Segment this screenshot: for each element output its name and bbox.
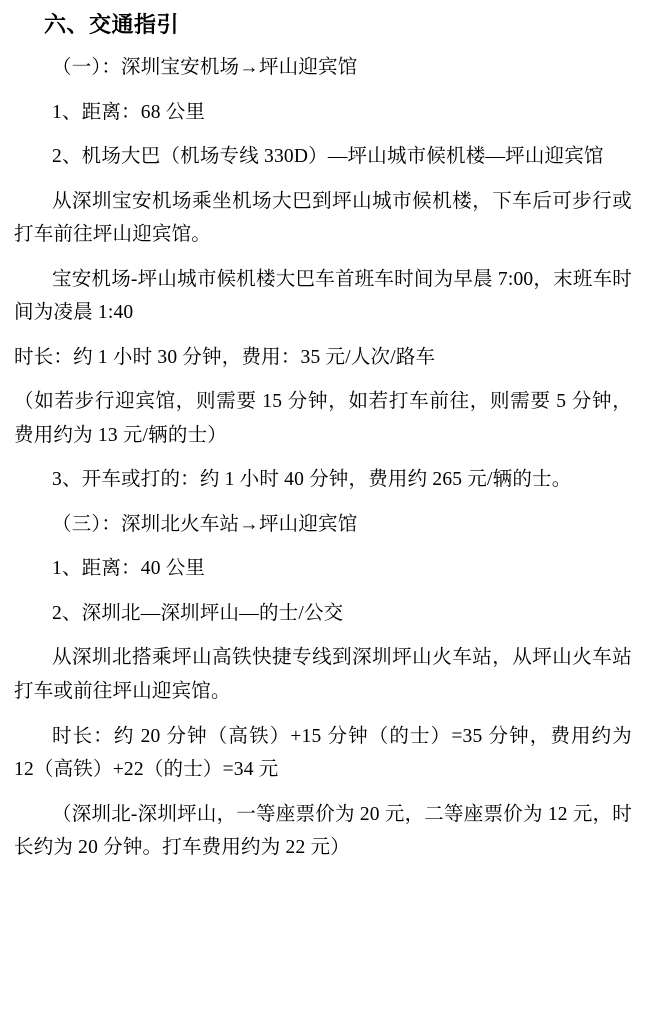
paragraph-route-3-duration: 时长：约 20 分钟（高铁）+15 分钟（的士）=35 分钟，费用约为 12（高铁）+22（的士）=34 元 [14,725,632,781]
paragraph-route-1-bus-duration: 时长：约 1 小时 30 分钟，费用：35 元/人次/路车 [14,346,436,368]
paragraph-route-3-title: （三）：深圳北火车站→坪山迎宾馆 [52,513,358,535]
paragraph-route-1-title: （一）：深圳宝安机场→坪山迎宾馆 [52,57,358,78]
paragraph-route-3-distance: 1、距离：40 公里 [52,558,206,580]
paragraph-route-1-bus-route: 2、机场大巴（机场专线 330D）—坪山城市候机楼—坪山迎宾馆 [52,146,604,168]
paragraph-route-1-bus-times: 宝安机场-坪山城市候机楼大巴车首班车时间为早晨 7:00，末班车时间为凌晨 1:40 [14,268,632,324]
paragraph-route-1-taxi: 3、开车或打的：约 1 小时 40 分钟，费用约 265 元/辆的士。 [52,469,572,491]
page-title: 六、交通指引 [44,12,180,37]
paragraph-route-1-bus-note: （如若步行迎宾馆，则需要 15 分钟，如若打车前往，则需要 5 分钟，费用约为 13 元/辆的士） [14,391,632,446]
paragraph-route-3-mode: 2、深圳北—深圳坪山—的士/公交 [52,602,344,624]
paragraph-route-1-distance: 1、距离：68 公里 [52,101,206,123]
paragraph-route-1-bus-desc: 从深圳宝安机场乘坐机场大巴到坪山城市候机楼，下车后可步行或打车前往坪山迎宾馆。 [14,190,632,246]
paragraph-route-3-desc: 从深圳北搭乘坪山高铁快捷专线到深圳坪山火车站，从坪山火车站打车或前往坪山迎宾馆。 [14,647,632,702]
paragraph-route-3-note: （深圳北-深圳坪山，一等座票价为 20 元，二等座票价为 12 元，时长约为 20 分钟。打车费用约为 22 元） [14,803,632,859]
